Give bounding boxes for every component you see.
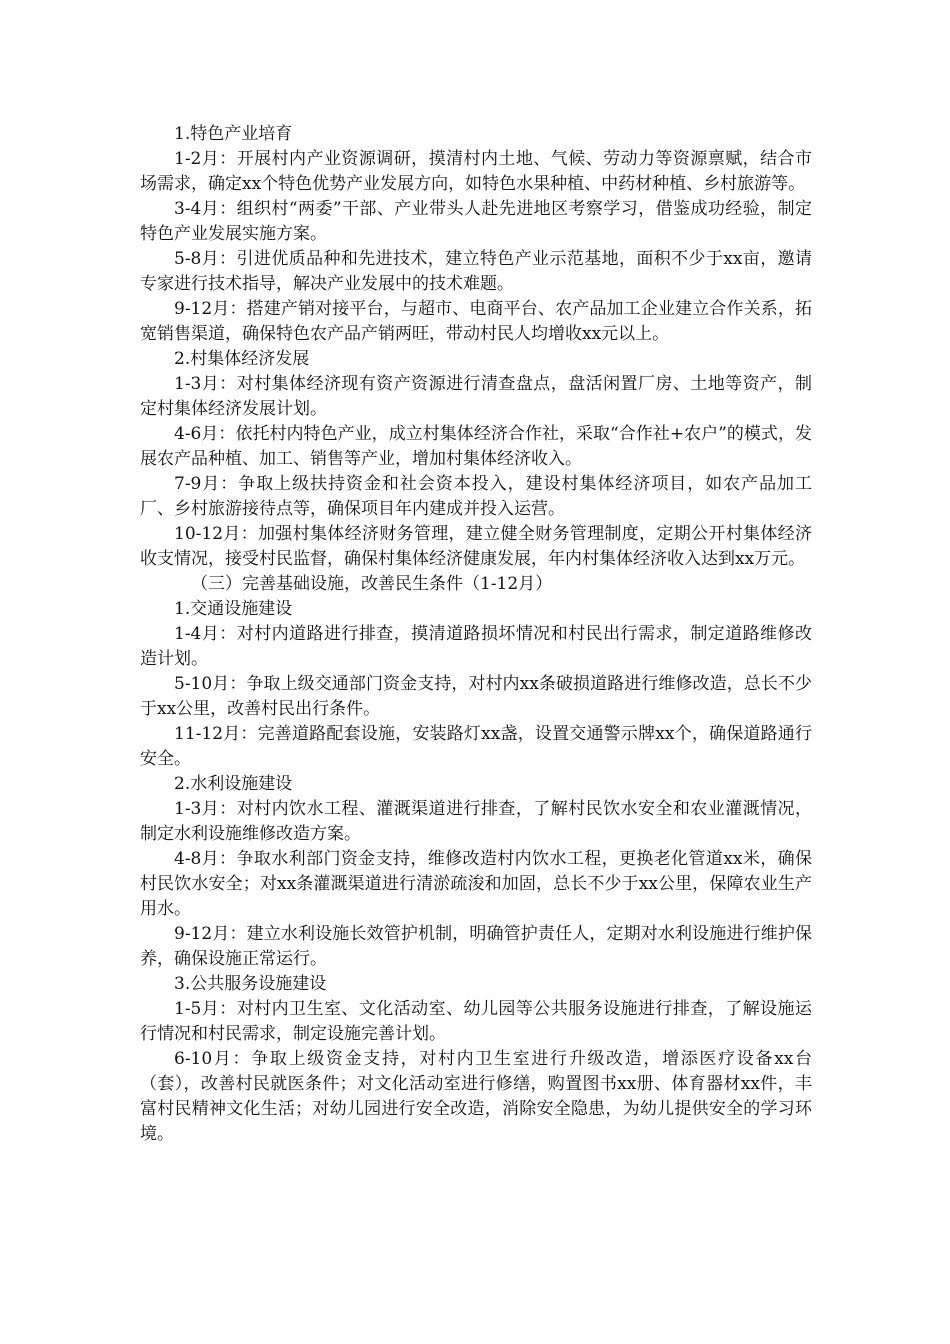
paragraph: 4-8月：争取水利部门资金支持，维修改造村内饮水工程，更换老化管道xx米，确保村民饮水安全；对xx条灌溉渠道进行清淤疏浚和加固，总长不少于xx公里，保障农业生产用水。 xyxy=(140,849,812,919)
document-body xyxy=(140,122,812,1147)
paragraph: 4-6月：依托村内特色产业，成立村集体经济合作社，采取“合作社+农户”的模式，发展农产品种植、加工、销售等产业，增加村集体经济收入。 xyxy=(140,424,812,469)
subheading-water: 2.水利设施建设 xyxy=(174,774,293,794)
subheading-specialty-industry: 1.特色产业培育 xyxy=(174,124,293,144)
paragraph: 1-3月：对村内饮水工程、灌溉渠道进行排查，了解村民饮水安全和农业灌溉情况，制定水利设施维修改造方案。 xyxy=(140,799,812,844)
subheading-transport: 1.交通设施建设 xyxy=(174,599,293,619)
paragraph: 5-10月：争取上级交通部门资金支持，对村内xx条破损道路进行维修改造，总长不少于xx公里，改善村民出行条件。 xyxy=(140,674,812,719)
paragraph: 9-12月：搭建产销对接平台，与超市、电商平台、农产品加工企业建立合作关系，拓宽销售渠道，确保特色农产品产销两旺，带动村民人均增收xx元以上。 xyxy=(140,299,812,344)
paragraph: 11-12月：完善道路配套设施，安装路灯xx盏，设置交通警示牌xx个，确保道路通行安全。 xyxy=(140,724,812,769)
paragraph: 10-12月：加强村集体经济财务管理，建立健全财务管理制度，定期公开村集体经济收支情况，接受村民监督，确保村集体经济健康发展，年内村集体经济收入达到xx万元。 xyxy=(140,524,812,569)
paragraph: 9-12月：建立水利设施长效管护机制，明确管护责任人，定期对水利设施进行维护保养，确保设施正常运行。 xyxy=(140,924,812,969)
paragraph: 7-9月：争取上级扶持资金和社会资本投入，建设村集体经济项目，如农产品加工厂、乡村旅游接待点等，确保项目年内建成并投入运营。 xyxy=(140,474,812,519)
paragraph: 3-4月：组织村“两委”干部、产业带头人赴先进地区考察学习，借鉴成功经验，制定特色产业发展实施方案。 xyxy=(140,199,812,244)
paragraph: 1-2月：开展村内产业资源调研，摸清村内土地、气候、劳动力等资源禀赋，结合市场需求，确定xx个特色优势产业发展方向，如特色水果种植、中药材种植、乡村旅游等。 xyxy=(140,149,812,194)
paragraph: 5-8月：引进优质品种和先进技术，建立特色产业示范基地，面积不少于xx亩，邀请专家进行技术指导，解决产业发展中的技术难题。 xyxy=(140,249,812,294)
paragraph: 1-5月：对村内卫生室、文化活动室、幼儿园等公共服务设施进行排查，了解设施运行情况和村民需求，制定设施完善计划。 xyxy=(140,999,812,1044)
subheading-collective-economy: 2.村集体经济发展 xyxy=(174,349,310,369)
paragraph: 1-4月：对村内道路进行排查，摸清道路损坏情况和村民出行需求，制定道路维修改造计划。 xyxy=(140,624,812,669)
subheading-public-services: 3.公共服务设施建设 xyxy=(174,974,327,994)
paragraph: 6-10月：争取上级资金支持，对村内卫生室进行升级改造，增添医疗设备xx台（套），改善村民就医条件；对文化活动室进行修缮，购置图书xx册、体育器材xx件，丰富村民精神文化生活；对幼儿园进行安全改造，消除安全隐患，为幼儿提供安全的学习环境。 xyxy=(140,1049,812,1144)
section-heading-infrastructure: （三）完善基础设施，改善民生条件（1-12月） xyxy=(191,574,553,594)
paragraph: 1-3月：对村集体经济现有资产资源进行清查盘点，盘活闲置厂房、土地等资产，制定村集体经济发展计划。 xyxy=(140,374,812,419)
